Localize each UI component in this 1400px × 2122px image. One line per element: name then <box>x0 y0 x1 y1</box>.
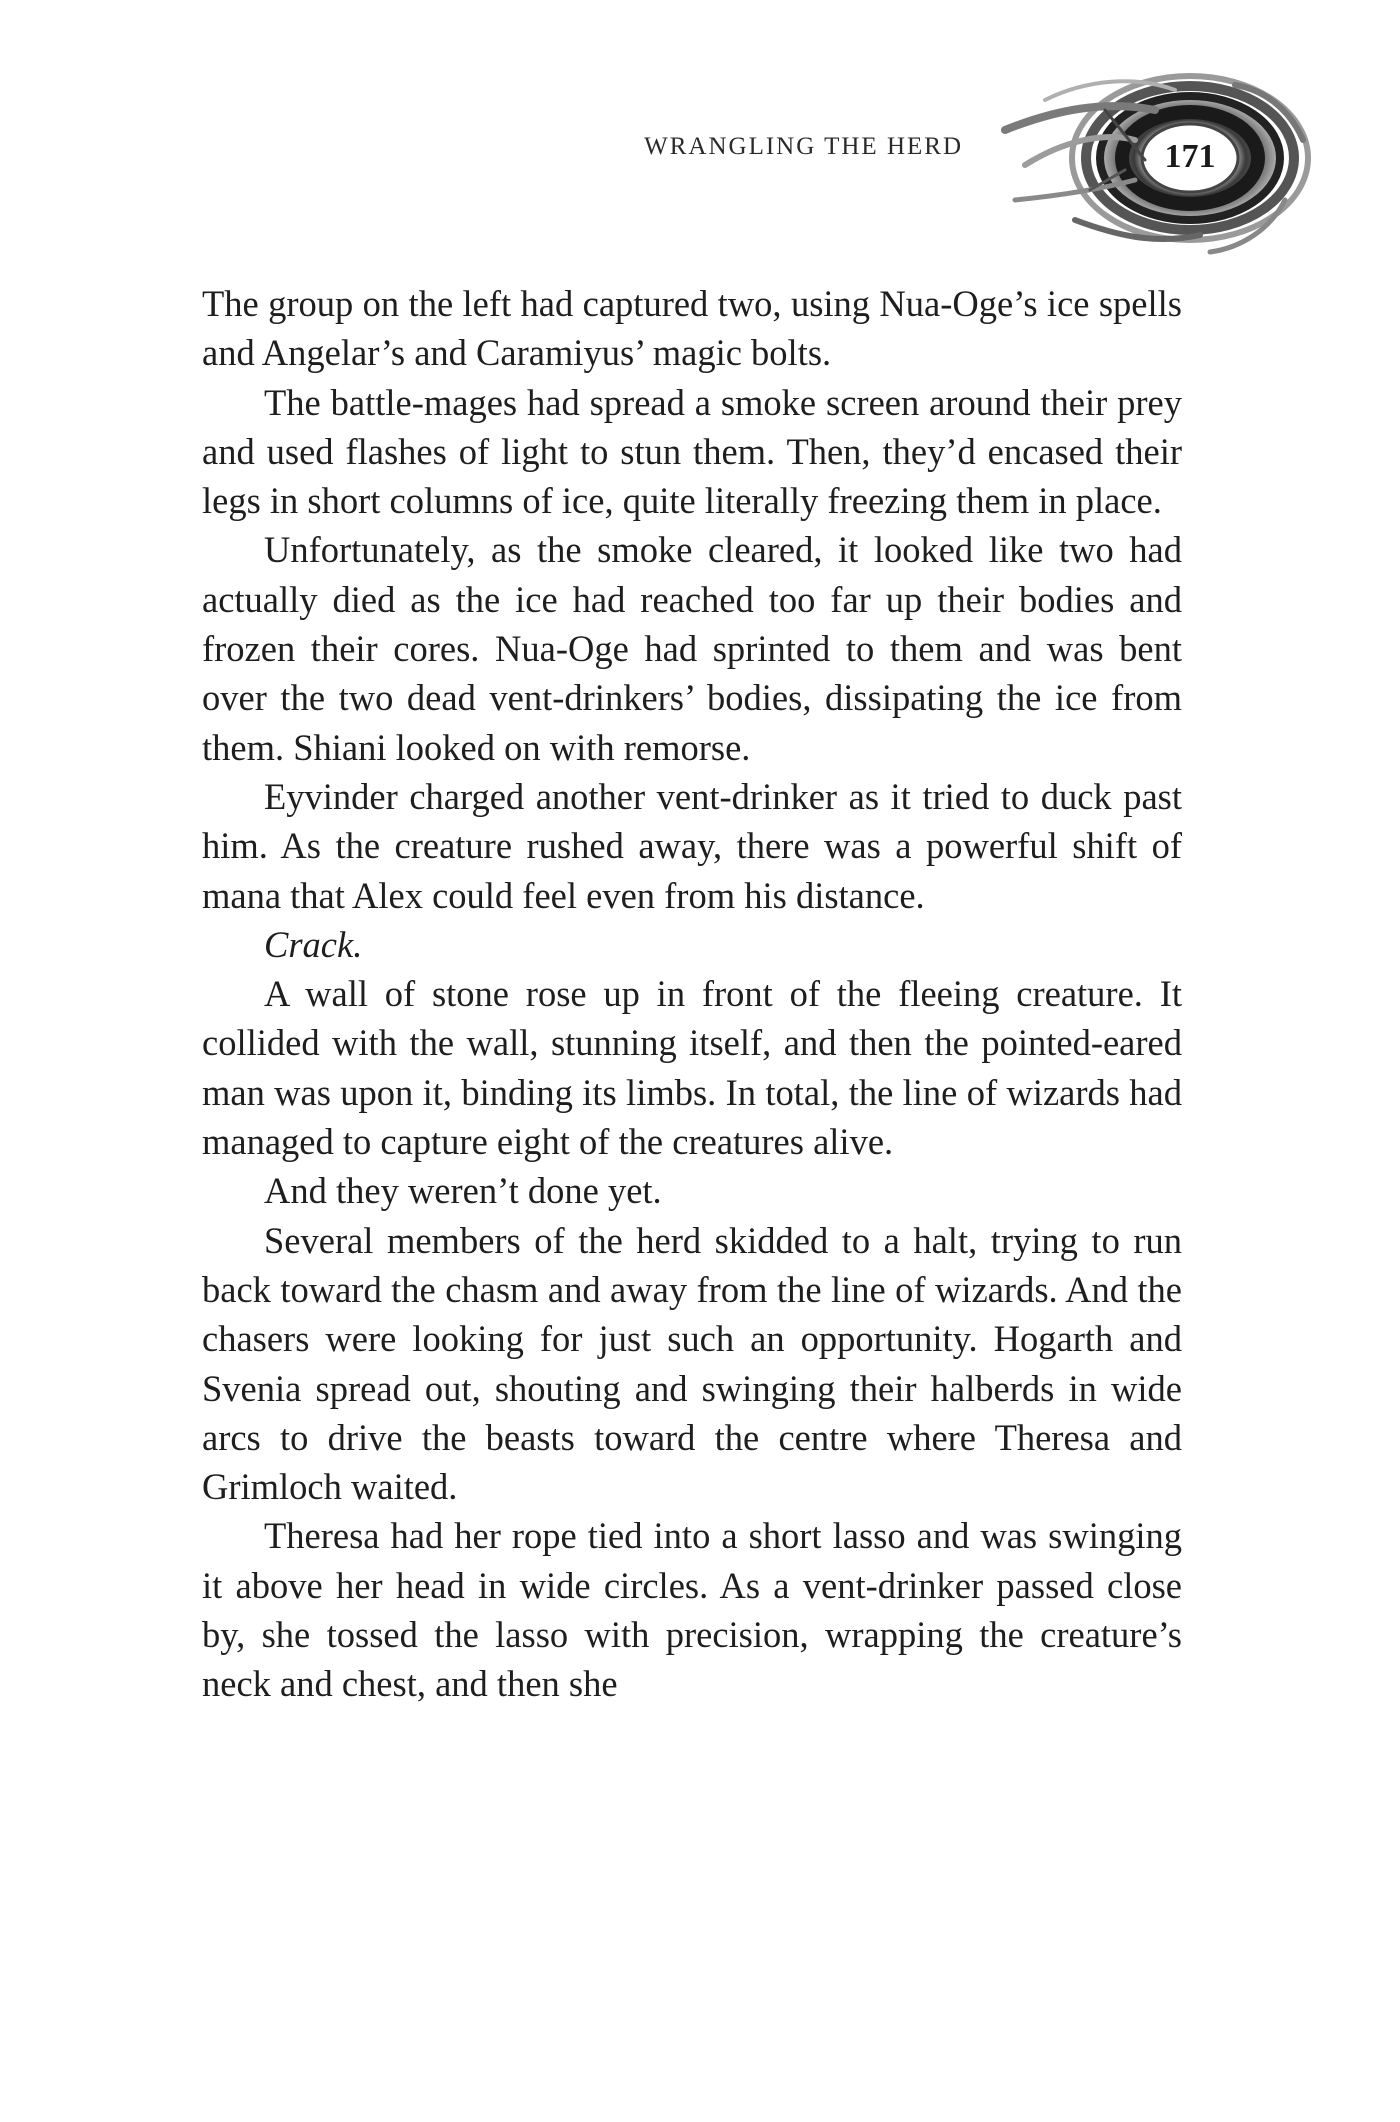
paragraph-italic <box>202 920 1182 969</box>
italic-emphasis: Crack. <box>264 923 363 965</box>
page-header <box>0 0 1400 280</box>
paragraph: Several members of the herd skidded to a halt, trying to run back toward the chasm and away from the line of wizards. And the chasers were looking for just such an opportunity. Hogarth and Svenia spread out, shouting and swinging their halberds in wide arcs to drive the beasts toward the centre where Theresa and Grimloch waited. <box>202 1219 1182 1508</box>
swirling-vortex-ornament-icon <box>985 70 1315 270</box>
page-number: 171 <box>1164 138 1216 175</box>
paragraph: And they weren’t done yet. <box>264 1170 662 1212</box>
body-text <box>202 279 1182 1709</box>
paragraph: A wall of stone rose up in front of the fleeing creature. It collided with the wall, stunning itself, and then the pointed-eared man was upon it, binding its limbs. In total, the line of wizards had managed to capture eight of the creatures alive. <box>202 973 1182 1163</box>
paragraph: Theresa had her rope tied into a short lasso and was swinging it above her head in wide circles. As a vent-drinker passed close by, she tossed the lasso with precision, wrapping the creature’s neck and chest, and then she <box>202 1515 1182 1705</box>
paragraph: The group on the left had captured two, using Nua-Oge’s ice spells and Angelar’s and Caramiyus’ magic bolts. <box>202 283 1182 374</box>
paragraph: The battle-mages had spread a smoke screen around their prey and used flashes of light to stun them. Then, they’d encased their legs in short columns of ice, quite literally freezing them in place. <box>202 381 1182 522</box>
running-head: WRANGLING THE HERD <box>644 133 963 160</box>
paragraph: Eyvinder charged another vent-drinker as it tried to duck past him. As the creature rushed away, there was a powerful shift of mana that Alex could feel even from his distance. <box>202 775 1182 916</box>
paragraph: Unfortunately, as the smoke cleared, it looked like two had actually died as the ice had reached too far up their bodies and frozen their cores. Nua-Oge had sprinted to them and was bent over the two dead vent-drinkers’ bodies, dissipating the ice from them. Shiani looked on with remorse. <box>202 529 1182 768</box>
